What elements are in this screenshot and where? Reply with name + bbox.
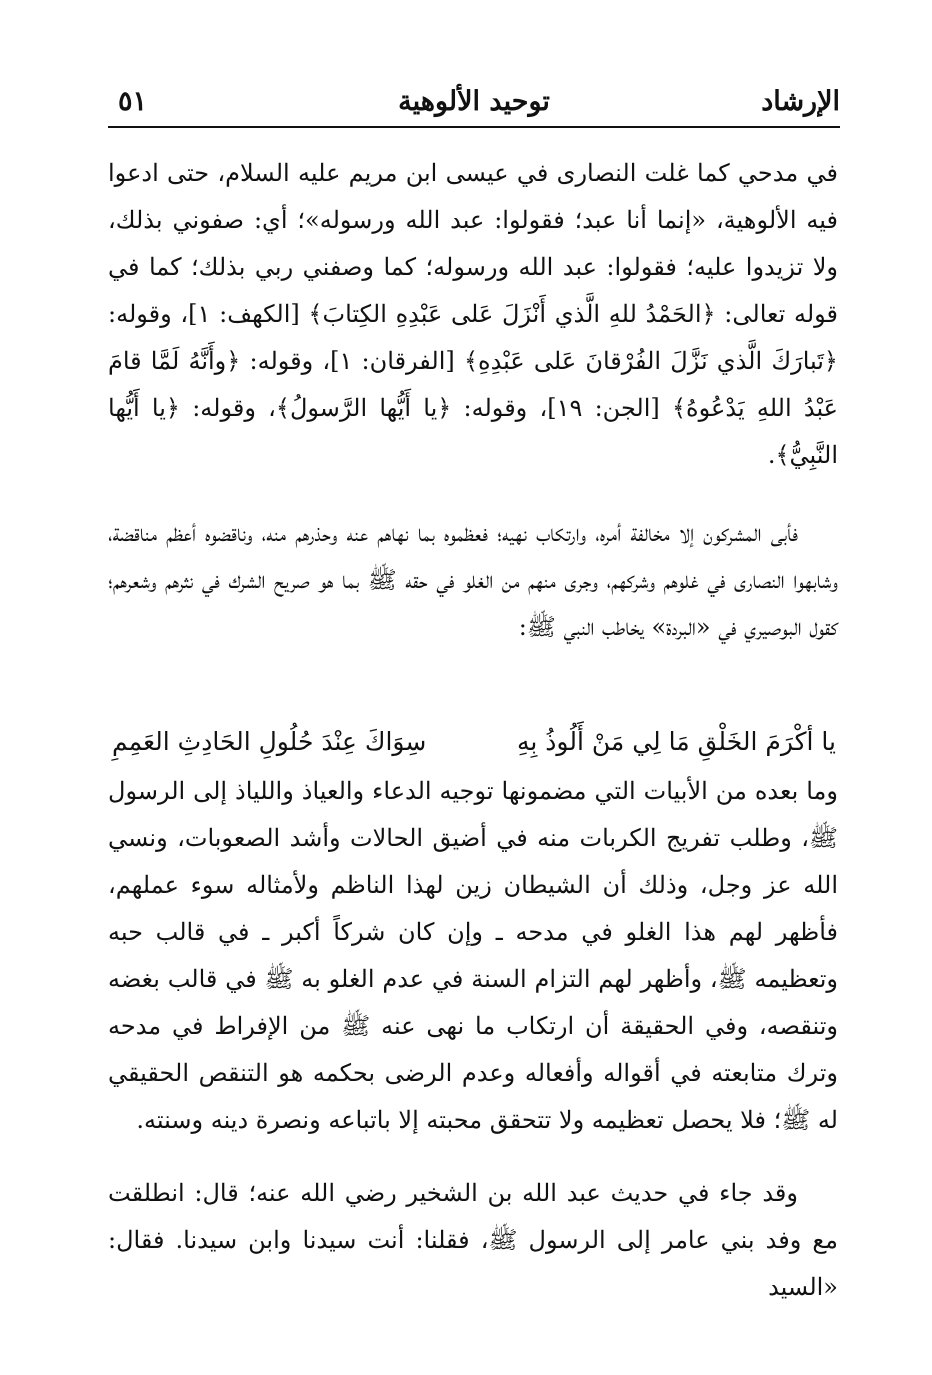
header-book-title: الإرشاد [761, 86, 840, 117]
running-header [108, 82, 840, 122]
paragraph-3: وما بعده من الأبيات التي مضمونها توجيه الدعاء والعياذ واللياذ إلى الرسول ﷺ، وطلب تفريج الكربات منه في أضيق الحالات وأشد الصعوبات، ونسي الله عز وجل، وذلك أن الشيطان زين لهذا الناظم ولأمثاله سوء عملهم، فأظهر لهم هذا الغلو في مدحه ـ وإن كان شركاً أكبر ـ في قالب حبه وتعظيمه ﷺ، وأظهر لهم التزام السنة في عدم الغلو به ﷺ في قالب بغضه وتنقصه، وفي الحقيقة أن ارتكاب ما نهى عنه ﷺ من الإفراط في مدحه وترك متابعته في أقواله وأفعاله وعدم الرضى بحكمه هو التنقص الحقيقي له ﷺ؛ فلا يحصل تعظيمه ولا تتحقق محبته إلا باتباعه ونصرة دينه وسنته. [108, 777, 838, 1134]
header-divider [108, 126, 840, 128]
verse-second-hemistich: سِوَاكَ عِنْدَ حُلُولِ الحَادِثِ العَمِمِ [112, 727, 427, 756]
paragraph-4: وقد جاء في حديث عبد الله بن الشخير رضي الله عنه؛ قال: انطلقت مع وفد بني عامر إلى الرسول ﷺ، فقلنا: أنت سيدنا وابن سيدنا. فقال: «السيد [108, 1179, 838, 1301]
paragraph-2: فأبى المشركون إلا مخالفة أمره، وارتكاب نهيه؛ فعظموه بما نهاهم عنه وحذرهم منه، وناقضوه أعظم مناقضة، وشابهوا النصارى في غلوهم وشركهم، وجرى منهم من الغلو في حقه ﷺ بما هو صريح الشرك في نثرهم وشعرهم؛ كقول البوصيري في «البردة» يخاطب النبي ﷺ: [108, 519, 838, 641]
paragraph-1: في مدحي كما غلت النصارى في عيسى ابن مريم عليه السلام، حتى ادعوا فيه الألوهية، «إنما أنا عبد؛ فقولوا: عبد الله ورسوله»؛ أي: صفوني بذلك، ولا تزيدوا عليه؛ فقولوا: عبد الله ورسوله؛ كما وصفني ربي بذلك؛ كما في قوله تعالى: ﴿الحَمْدُ للهِ الَّذي أَنْزَلَ عَلى عَبْدِهِ الكِتابَ﴾ [الكهف: ١]، وقوله: ﴿تَبارَكَ الَّذي نَزَّلَ الفُرْقانَ عَلى عَبْدِهِ﴾ [الفرقان: ١]، وقوله: ﴿وأَنَّهُ لَمَّا قامَ عَبْدُ اللهِ يَدْعُوهُ﴾ [الجن: ١٩]، وقوله: ﴿يا أَيُّها الرَّسولُ﴾، وقوله: ﴿يا أَيُّها النَّبِيُّ﴾. [108, 159, 839, 469]
verse-first-hemistich: يا أكْرَمَ الخَلْقِ مَا لِي مَنْ أَلُوذُ بِهِ [516, 727, 836, 756]
page-number: ٥١ [118, 86, 148, 117]
header-chapter-title: توحيد الألوهية [398, 86, 550, 117]
poetry-verse [108, 717, 840, 767]
